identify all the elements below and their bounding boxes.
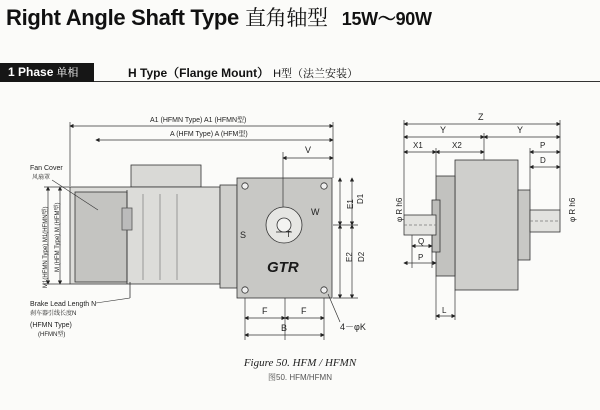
dim-p-label: P [540,141,546,150]
title-en: Right Angle Shaft Type [6,5,239,30]
brand-logo: GTR [267,259,299,276]
terminal-box [131,165,201,187]
dim-f-label: F [262,306,268,316]
figure-caption-cn: 图50. HFM/HFMN [268,373,332,382]
hfmn-type-cn: (HFMN型) [38,332,66,338]
power-range: 15W～90W [341,9,432,29]
dim-q-label: Q [418,237,425,246]
dim-b-label: B [281,323,288,333]
mount-hole [321,287,327,293]
dim-d-label: D [540,156,546,165]
dim-vertical [333,178,358,298]
phase-en: 1 Phase [8,65,54,79]
dim-a1-label: A1 (HFMN Type) A1 (HFMN型) [150,117,247,124]
hole-label: 4－φK [340,322,366,332]
dim-m-label: M (HFM Type) M (HFM型) [55,202,61,272]
dim-t-label: T [286,230,291,239]
brake-lead-label: Brake Lead Length N [30,301,97,308]
type-cn: H型（法兰安装） [273,68,359,80]
dim-p-label: P [418,253,424,262]
gearhead-front [237,178,332,298]
type-en: H Type（Flange Mount） [128,66,270,80]
dim-horizontal-bottom [245,294,340,340]
dim-s-label: S [240,230,247,240]
figure-caption: Figure 50. HFM / HFMN [243,357,357,369]
dim-d2-label: D2 [357,251,366,262]
fan-cover-label: Fan Cover [30,165,63,172]
title-cn: 直角轴型 [244,7,328,30]
fan-cover [75,192,127,282]
dim-l-label: L [442,306,447,315]
dim-f-label: F [301,306,307,316]
side-view [70,165,237,298]
dim-m1-label: M1(HFMN Type) M1(HFMN型) [43,206,49,288]
gearhead-side [404,160,560,290]
gearhead-body [455,160,518,290]
dim-x2-label: X2 [452,141,462,150]
brake-lead-cn: 刹车器引线长度N [30,311,77,317]
dim-d1-label: D1 [356,193,365,204]
dim-w-label: W [311,207,320,217]
mount-hole [242,287,248,293]
dim-z-label: Z [478,112,484,122]
dim-rh6-label: φ R h6 [395,197,404,222]
mount-hole [321,183,327,189]
dim-e1-label: E1 [346,199,355,209]
dim-y-label: Y [440,125,447,135]
dim-a-label: A (HFM Type) A (HFM型) [170,131,248,138]
dim-e2-label: E2 [345,252,354,262]
dim-y-label: Y [517,125,524,135]
phase-cn: 单相 [56,67,79,79]
dim-x1-label: X1 [413,141,423,150]
fan-cover-cn: 风扇罩 [32,175,51,181]
hfmn-type-label: (HFMN Type) [30,322,72,329]
dim-v-label: V [305,145,312,155]
mount-hole [242,183,248,189]
dim-rh6-label: φ R h6 [568,197,577,222]
